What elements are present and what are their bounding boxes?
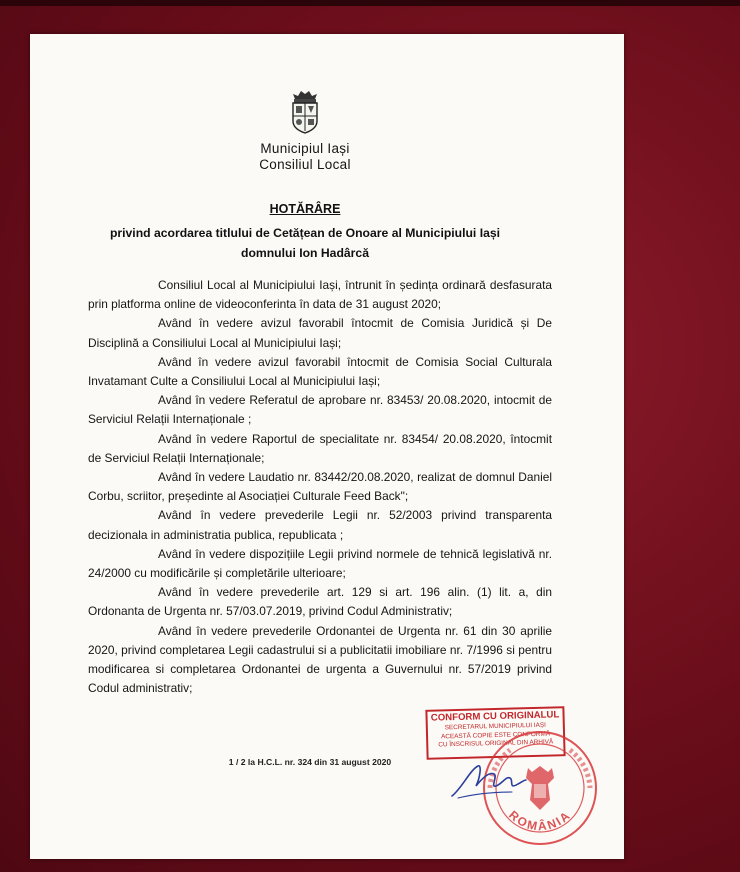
stamp-line-1: CONFORM CU ORIGINALUL bbox=[430, 709, 560, 724]
paragraph: Consiliul Local al Municipiului Iași, întrunit în ședința ordinară desfasurata prin platforma online de videoconferinta în data de 31 august 2020; bbox=[88, 278, 552, 312]
coat-of-arms-icon bbox=[287, 85, 323, 135]
page-footer: 1 / 2 la H.C.L. nr. 324 din 31 august 2020 bbox=[228, 757, 392, 767]
seal-bottom-text: ROMÂNIA bbox=[506, 807, 574, 834]
paragraph: Având în vedere prevederile art. 129 si art. 196 alin. (1) lit. a, din Ordonanta de Urgenta nr. 57/03.07.2019, privind Codul Administrativ; bbox=[88, 585, 552, 619]
paragraph: Având în vedere prevederile Legii nr. 52/2003 privind transparenta decizionala in administratia publica, republicata ; bbox=[88, 508, 552, 542]
paragraph: Având în vedere prevederile Ordonantei de Urgenta nr. 61 din 30 aprilie 2020, privind completarea Legii cadastrului si a publicitatii imobiliare nr. 7/1996 si pentru modificarea si completarea Ordonantei de urgenta a Guvernului nr. 57/2019 privind Codul administrativ; bbox=[88, 623, 552, 696]
subtitle-line-2: domnului Ion Hadârcă bbox=[241, 246, 369, 260]
institution-header bbox=[200, 141, 410, 173]
signature-icon bbox=[448, 758, 528, 802]
stamp-line-2: SECRETARUL MUNICIPIULUI IAȘI bbox=[444, 721, 546, 732]
document-body bbox=[88, 276, 552, 698]
document-subtitle bbox=[80, 223, 530, 263]
paragraph: Având în vedere Raportul de specialitate nr. 83454/ 20.08.2020, întocmit de Serviciul Relații Internaționale; bbox=[88, 431, 552, 465]
paragraph: Având în vedere avizul favorabil întocmit de Comisia Juridică și De Disciplină a Consiliului Local al Municipiului Iași; bbox=[88, 316, 552, 350]
paragraph: Având în vedere Referatul de aprobare nr. 83453/ 20.08.2020, intocmit de Serviciul Relații Internaționale ; bbox=[88, 393, 552, 427]
subtitle-line-1: privind acordarea titlului de Cetățean de Onoare al Municipiului Iași bbox=[109, 226, 501, 240]
stamp-line-4: CU ÎNSCRISUL ORIGINAL DIN ARHIVĂ bbox=[438, 738, 554, 749]
paragraph: Având în vedere dispozițiile Legii privind normele de tehnică legislativă nr. 24/2000 cu modificările și completările ulterioare; bbox=[88, 546, 552, 581]
municipality-name: Municipiul Iași bbox=[260, 141, 350, 156]
svg-text:ROMÂNIA bbox=[506, 808, 574, 834]
paragraph: Având în vedere Laudatio nr. 83442/20.08.2020, realizat de domnul Daniel Corbu, scriitor, președinte al Asociației Culturale Feed Back"; bbox=[88, 470, 552, 504]
council-name: Consiliul Local bbox=[259, 157, 351, 172]
paragraph: Având în vedere avizul favorabil întocmit de Comisia Social Culturala Invatamant Culte a Consiliului Local al Municipiului Iași; bbox=[88, 354, 552, 389]
document-title: HOTĂRÂRE bbox=[269, 202, 341, 216]
stamp-line-3: ACEASTĂ COPIE ESTE CONFORMĂ bbox=[440, 730, 551, 740]
